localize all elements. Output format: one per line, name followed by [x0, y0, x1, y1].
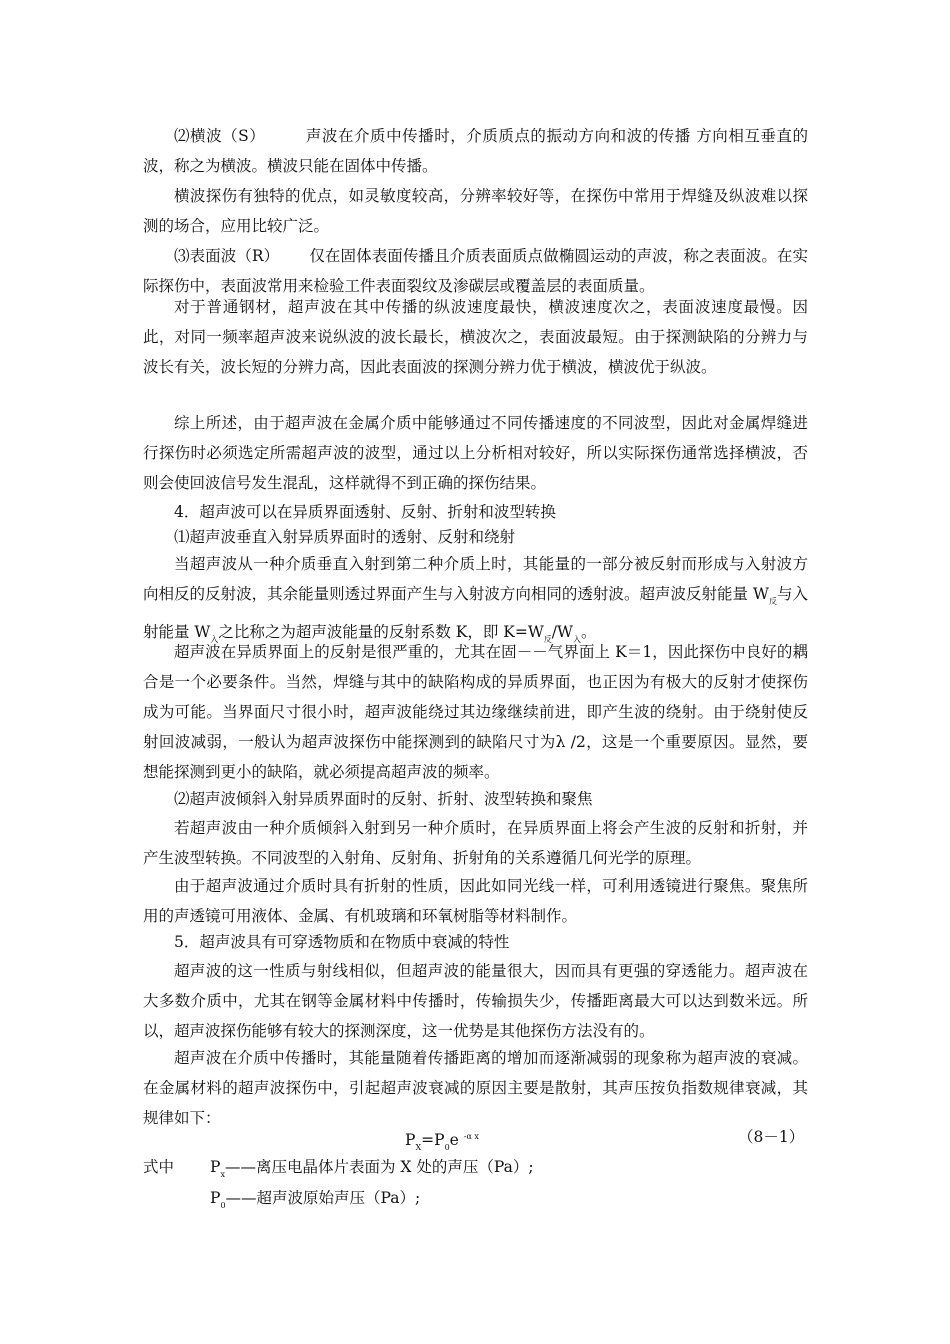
paragraph-diffraction: 超声波在异质界面上的反射是很严重的，尤其在固－－气界面上 K＝1，因此探伤中良好的耦合是一个必要条件。当然，焊缝与其中的缺陷构成的异质界面，也正因为有极大的反射才使探伤成为可能。当界面尺寸很小时，超声波能绕过其边缘继续前进，即产生波的绕射。由于绕射使反射回波减弱，一般认为超声波探伤中能探测到的缺陷尺寸为λ /2，这是一个重要原因。显然，要想能探测到更小的缺陷，就必须提高超声波的频率。 [143, 643, 808, 781]
paragraph-focusing: 由于超声波通过介质时具有折射的性质，因此如同光线一样，可利用透镜进行聚焦。聚焦所用的声透镜可用液体、金属、有机玻璃和环氧树脂等材料制作。 [143, 877, 808, 925]
attenuation-formula: $P_X=P_0e$ $^{-\alpha x}$ [405, 1131, 479, 1152]
equation-number: （8－1） [738, 1128, 805, 1146]
paragraph-shear-wave-advantages: 横波探伤有独特的优点，如灵敏度较高，分辨率较好等，在探伤中常用于焊缝及纵波难以探测的场合，应用比较广泛。 [143, 187, 808, 235]
paragraph-reflection-coefficient: 当超声波从一种介质垂直入射到第二种介质上时，其能量的一部分被反射而形成与入射波方向相反的反射波，其余能量则透过界面产生与入射波方向相同的透射波。超声波反射能量 $W_反$与入射能量 $W_入$之比称之为超声波能量的反射系数 K，即 $K=W_反/W_入$。 [143, 555, 808, 644]
shear-wave-text: 声波在介质中传播时，介质质点的振动方向和波的传播 方向相互垂直的波，称之为横波。横波只能在固体中传播。 [143, 127, 808, 175]
shear-wave-heading: ⑵横波（S） [174, 127, 266, 145]
definition-p0: $P_0——$超声波原始声压（Pa）; [210, 1189, 421, 1210]
paragraph-attenuation: 超声波在介质中传播时，其能量随着传播距离的增加而逐渐减弱的现象称为超声波的衰减。在金属材料的超声波探伤中，引起超声波衰减的原因主要是散射，其声压按负指数规律衰减，其规律如下： [143, 1049, 808, 1127]
paragraph-shear-wave [143, 121, 808, 181]
paragraph-penetration: 超声波的这一性质与射线相似，但超声波的能量很大，因而具有更强的穿透能力。超声波在大多数介质中，尤其在钢等金属材料中传播时，传输损失少，传播距离最大可以达到数米远。所以，超声波探伤能够有较大的探测深度，这一优势是其他探伤方法没有的。 [143, 962, 808, 1040]
where-label: 式中 [143, 1158, 175, 1176]
paragraph-wave-speeds: 对于普通钢材，超声波在其中传播的纵波速度最快，横波速度次之，表面波速度最慢。因此，对同一频率超声波来说纵波的波长最长，横波次之，表面波最短。由于探测缺陷的分辨力与波长有关，波长短的分辨力高，因此表面波的探测分辨力优于横波，横波优于纵波。 [143, 298, 808, 376]
paragraph-refraction: 若超声波由一种介质倾斜入射到另一种介质时，在异质界面上将会产生波的反射和折射，并产生波型转换。不同波型的入射角、反射角、折射角的关系遵循几何光学的原理。 [143, 819, 808, 867]
section-heading-5: 5．超声波具有可穿透物质和在物质中衰减的特性 [174, 933, 510, 951]
surface-wave-text: 仅在固体表面传播且介质表面质点做椭圆运动的声波，称之表面波。在实际探伤中，表面波常用来检验工件表面裂纹及渗碳层或覆盖层的表面质量。 [143, 247, 808, 295]
paragraph-summary: 综上所述，由于超声波在金属介质中能够通过不同传播速度的不同波型，因此对金属焊缝进行探伤时必须选定所需超声波的波型，通过以上分析相对较好，所以实际探伤通常选择横波，否则会使回波信号发生混乱，这样就得不到正确的探伤结果。 [143, 414, 808, 492]
subheading-normal-incidence: ⑴超声波垂直入射异质界面时的透射、反射和绕射 [174, 528, 516, 546]
section-heading-4: 4．超声波可以在异质界面透射、反射、折射和波型转换 [174, 503, 556, 521]
surface-wave-heading: ⑶表面波（R） [174, 247, 280, 265]
subheading-oblique-incidence: ⑵超声波倾斜入射异质界面时的反射、折射、波型转换和聚焦 [174, 790, 593, 808]
definition-px: $P_x——$离压电晶体片表面为 X 处的声压（Pa）; [210, 1158, 534, 1179]
